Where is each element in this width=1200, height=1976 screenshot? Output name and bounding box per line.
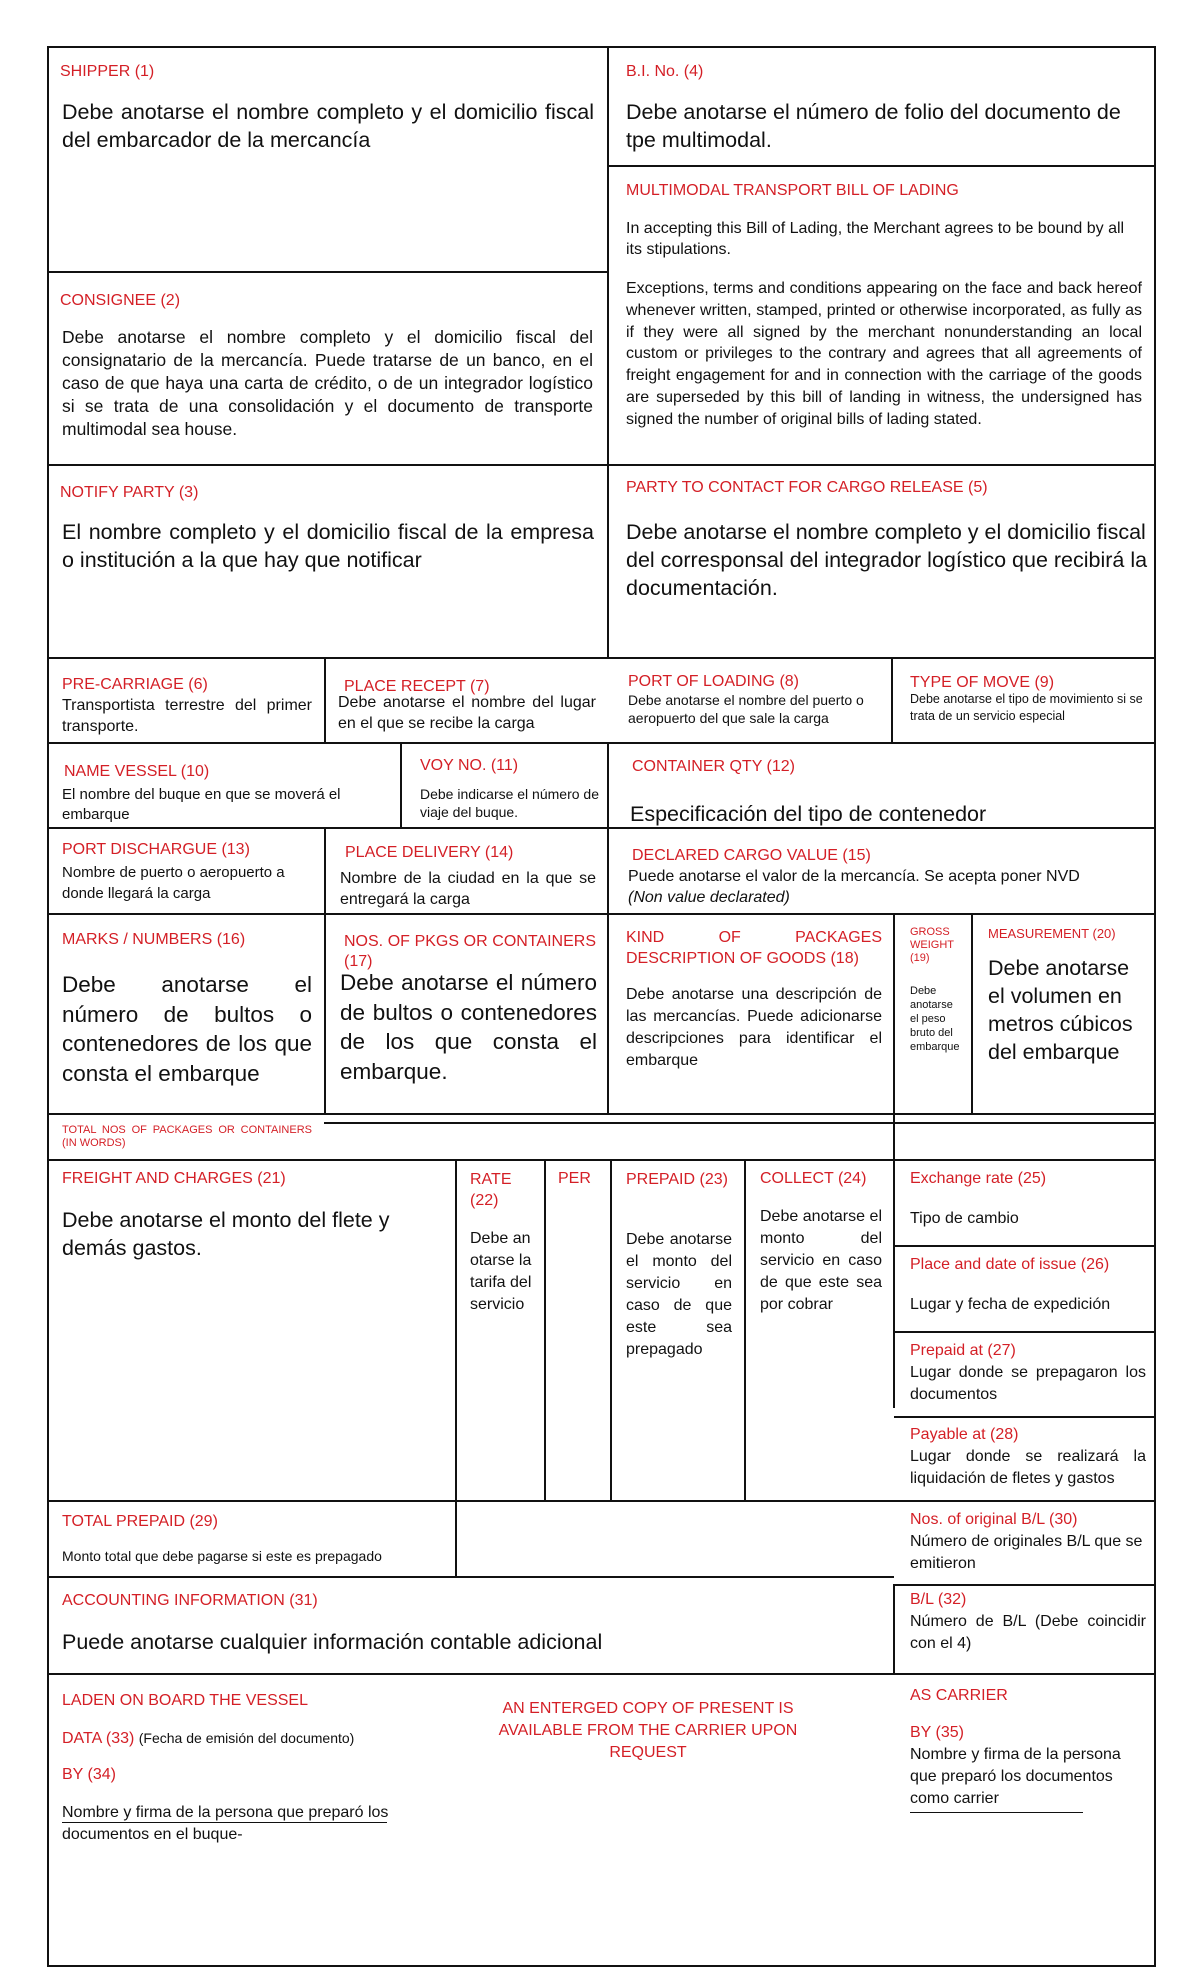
divider <box>894 1584 1155 1586</box>
bl-no-text: Debe anotarse el número de folio del documento de tpe multimodal. <box>626 100 1121 152</box>
multimodal-paragraph-2: Exceptions, terms and conditions appearing on the face and back hereof whenever written, stamped, printed or otherwise incorporated, as fully as if they were all signed by the merchant nonunderstanding an local custom or privileges to the contrary and agrees that all agreements of freight engagement for and in connection with the carriage of the goods are superseded by this bill of landing in witness, the undersigned has signed the number of original bills of lading stated. <box>626 280 1142 428</box>
rate-text: Debe anotarse la tarifa del servicio <box>470 1230 532 1313</box>
divider <box>894 1245 1155 1247</box>
divider <box>47 1113 1155 1115</box>
marks-text: Debe anotarse el número de bultos o contenedores de los que consta el embarque <box>62 972 312 1086</box>
divider <box>324 913 326 1114</box>
divider <box>544 1159 546 1501</box>
divider <box>324 827 326 914</box>
divider <box>47 1576 894 1578</box>
measurement-text: Debe anotarse el volumen en metros cúbicos del embarque <box>988 956 1133 1064</box>
marks-label: MARKS / NUMBERS (16) <box>62 931 246 948</box>
as-carrier-label: AS CARRIER <box>910 1687 1008 1704</box>
as-carrier-text: Nombre y firma de la persona que preparó los documentos como carrier <box>910 1746 1121 1807</box>
container-qty-text: Especificación del tipo de contenedor <box>630 802 987 826</box>
bl-no-label: B.I. No. (4) <box>626 63 704 80</box>
prepaid-label: PREPAID (23) <box>626 1171 728 1188</box>
nos-original-label: Nos. of original B/L (30) <box>910 1511 1078 1528</box>
prepaid-text: Debe anotarse el monto del servicio en caso de que este sea prepagado <box>626 1231 732 1358</box>
gross-weight-label: GROSS WEIGHT (19) <box>910 926 954 964</box>
carrier-signature-line <box>910 1812 1083 1813</box>
bl32-text: Número de B/L (Debe coincidir con el 4) <box>910 1613 1146 1652</box>
divider <box>400 742 402 828</box>
place-delivery-label: PLACE DELIVERY (14) <box>345 844 514 861</box>
type-move-label: TYPE OF MOVE (9) <box>910 674 1055 691</box>
contact-label: PARTY TO CONTACT FOR CARGO RELEASE (5) <box>626 479 988 496</box>
total-nos-label: TOTAL NOS OF PACKAGES OR CONTAINERS (IN WORDS) <box>62 1124 312 1149</box>
notify-text: El nombre completo y el domicilio fiscal de la empresa o institución a la que hay que notificar <box>62 520 594 572</box>
nos-pkgs-text: Debe anotarse el número de bultos o contenedores de los que consta el embarque. <box>340 970 597 1084</box>
container-qty-label: CONTAINER QTY (12) <box>632 758 795 775</box>
payable-at-label: Payable at (28) <box>910 1426 1019 1443</box>
prepaid-at-label: Prepaid at (27) <box>910 1342 1016 1359</box>
laden-by-label: BY (34) <box>62 1766 116 1783</box>
as-carrier-by-label: BY (35) <box>910 1724 964 1741</box>
voy-text: Debe indicarse el número de viaje del buque. <box>420 786 599 820</box>
total-prepaid-label: TOTAL PREPAID (29) <box>62 1513 218 1530</box>
divider <box>47 1673 1155 1675</box>
accounting-label: ACCOUNTING INFORMATION (31) <box>62 1592 318 1609</box>
collect-text: Debe anotarse el monto del servicio en caso de que este sea por cobrar <box>760 1208 882 1313</box>
laden-data-line <box>62 1728 354 1749</box>
outer-border-right <box>1154 46 1156 1966</box>
divider <box>744 1159 746 1501</box>
rate-label: RATE (22) <box>470 1171 512 1209</box>
bl32-label: B/L (32) <box>910 1591 967 1608</box>
type-move-text: Debe anotarse el tipo de movimiento si se trata de un servicio especial <box>910 692 1143 723</box>
divider <box>324 657 326 743</box>
port-loading-text: Debe anotarse el nombre del puerto o aeropuerto del que sale la carga <box>628 692 864 726</box>
prepaid-at-text: Lugar donde se prepagaron los documentos <box>910 1364 1146 1403</box>
laden-label: LADEN ON BOARD THE VESSEL <box>62 1692 308 1709</box>
payable-at-text: Lugar donde se realizará la liquidación de fletes y gastos <box>910 1448 1146 1487</box>
place-issue-label: Place and date of issue (26) <box>910 1256 1110 1273</box>
declared-value-text: Puede anotarse el valor de la mercancía. Se acepta poner NVD <box>628 868 1080 885</box>
voy-label: VOY NO. (11) <box>420 757 519 774</box>
consignee-text: Debe anotarse el nombre completo y el domicilio fiscal del consignatario de la mercancía. Puede tratarse de un banco, en el caso de que haya una carta de crédito, o de un integrador logístico si se trata de una consolidación y el documento de transporte multimodal sea house. <box>62 327 593 439</box>
place-receipt-label: PLACE RECEPT (7) <box>344 678 490 695</box>
divider <box>47 464 1155 466</box>
freight-label: FREIGHT AND CHARGES (21) <box>62 1170 286 1187</box>
laden-data-note: (Fecha de emisión del documento) <box>138 1730 355 1746</box>
collect-label: COLLECT (24) <box>760 1170 867 1187</box>
per-label: PER <box>558 1170 591 1187</box>
exchange-rate-text: Tipo de cambio <box>910 1210 1019 1227</box>
outer-border-top <box>47 46 1156 48</box>
declared-value-label: DECLARED CARGO VALUE (15) <box>632 847 871 864</box>
divider <box>610 1159 612 1501</box>
precarriage-text: Transportista terrestre del primer transporte. <box>62 697 312 735</box>
divider <box>47 742 1155 744</box>
kind-pkgs-label: KIND OF PACKAGES DESCRIPTION OF GOODS (18) <box>626 929 882 967</box>
gross-weight-text: Debe anotarse el peso bruto del embarque <box>910 985 960 1053</box>
divider <box>894 1416 1155 1418</box>
laden-data-label: DATA (33) <box>62 1730 135 1747</box>
divider <box>47 913 1155 915</box>
consignee-label: CONSIGNEE (2) <box>60 292 181 309</box>
notify-label: NOTIFY PARTY (3) <box>60 484 199 501</box>
shipper-text: Debe anotarse el nombre completo y el domicilio fiscal del embarcador de la mercancía <box>62 100 594 152</box>
divider <box>324 1122 1155 1124</box>
divider <box>894 1331 1155 1333</box>
copy-notice: AN ENTERGED COPY OF PRESENT IS AVAILABLE FROM THE CARRIER UPON REQUEST <box>498 1700 798 1761</box>
vessel-label: NAME VESSEL (10) <box>64 763 210 780</box>
kind-pkgs-text: Debe anotarse una descripción de las mercancías. Puede adicionarse descripciones para identificar el embarque <box>626 986 882 1069</box>
divider <box>47 1500 1155 1502</box>
port-discharge-label: PORT DISCHARGUE (13) <box>62 841 250 858</box>
multimodal-paragraph-1: In accepting this Bill of Lading, the Merchant agrees to be bound by all its stipulations. <box>626 220 1125 258</box>
shipper-label: SHIPPER (1) <box>60 63 155 80</box>
divider <box>893 1584 895 1674</box>
precarriage-label: PRE-CARRIAGE (6) <box>62 676 208 693</box>
divider <box>607 46 609 658</box>
divider <box>455 1159 457 1576</box>
place-receipt-text: Debe anotarse el nombre del lugar en el que se recibe la carga <box>338 694 596 732</box>
measurement-label: MEASUREMENT (20) <box>988 926 1116 941</box>
outer-border-left <box>47 46 49 1966</box>
divider <box>607 913 609 1114</box>
divider <box>47 271 608 273</box>
laden-signature-line <box>62 1822 387 1823</box>
multimodal-title: MULTIMODAL TRANSPORT BILL OF LADING <box>626 182 959 199</box>
place-delivery-text: Nombre de la ciudad en la que se entregará la carga <box>340 870 596 908</box>
vessel-text: El nombre del buque en que se moverá el embarque <box>62 786 341 823</box>
nos-original-text: Número de originales B/L que se emitieron <box>910 1533 1143 1572</box>
freight-text: Debe anotarse el monto del flete y demás gastos. <box>62 1208 390 1260</box>
declared-value-note: (Non value declarated) <box>628 889 790 906</box>
port-discharge-text: Nombre de puerto o aeropuerto a donde llegará la carga <box>62 864 285 902</box>
accounting-text: Puede anotarse cualquier información contable adicional <box>62 1630 603 1654</box>
total-prepaid-text: Monto total que debe pagarse si este es prepagado <box>62 1548 382 1564</box>
exchange-rate-label: Exchange rate (25) <box>910 1170 1047 1187</box>
divider <box>891 657 893 743</box>
divider <box>971 913 973 1114</box>
port-loading-label: PORT OF LOADING (8) <box>628 673 799 690</box>
divider <box>47 1159 1155 1161</box>
divider <box>47 657 1155 659</box>
divider <box>608 165 1155 167</box>
laden-by-text: Nombre y firma de la persona que preparó los documentos en el buque- <box>62 1804 389 1843</box>
outer-border-bottom <box>47 1965 1156 1967</box>
place-issue-text: Lugar y fecha de expedición <box>910 1296 1111 1313</box>
nos-pkgs-label: NOS. OF PKGS OR CONTAINERS (17) <box>344 933 596 970</box>
contact-text: Debe anotarse el nombre completo y el domicilio fiscal del corresponsal del integrador logístico que recibirá la documentación. <box>626 520 1148 600</box>
